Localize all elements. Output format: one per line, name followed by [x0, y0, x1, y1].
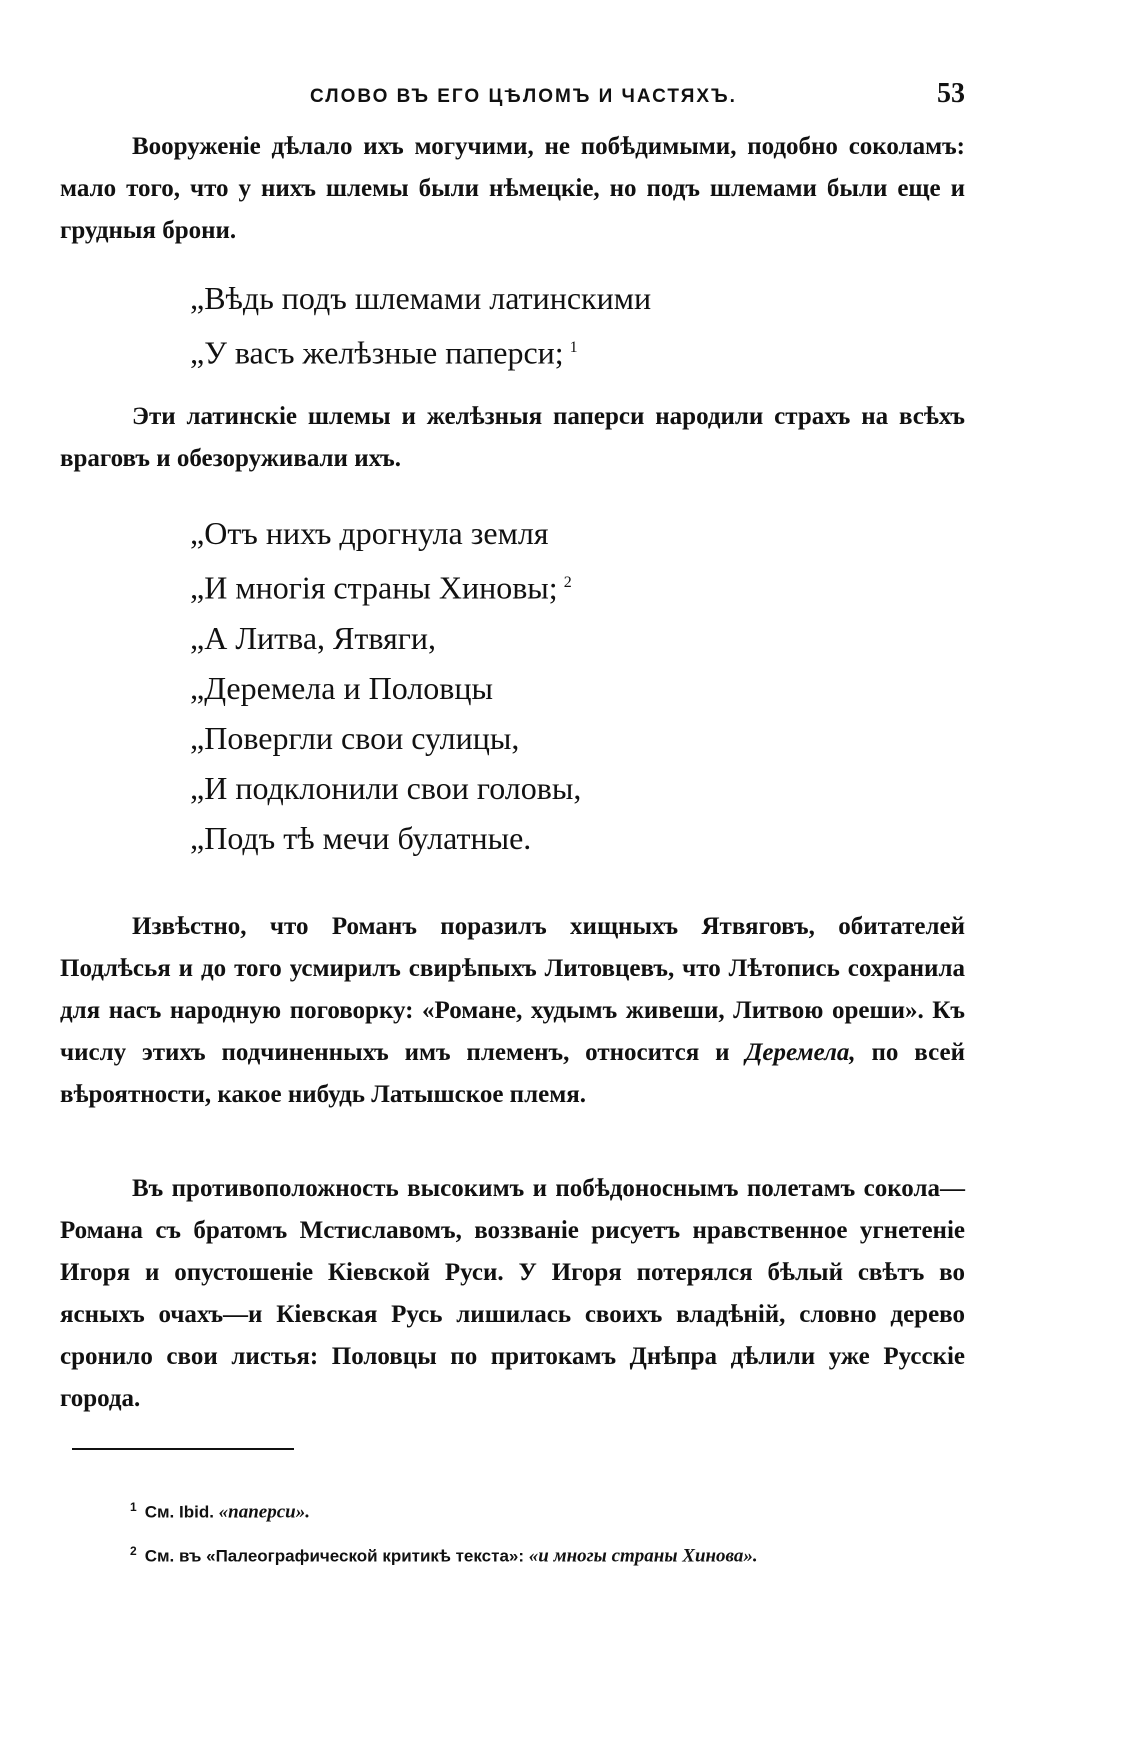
paragraph-roman — [60, 906, 965, 1116]
verse-helmets — [190, 273, 890, 378]
verse-line: „А Литва, Ятвяги, — [190, 619, 436, 656]
page-number: 53 — [937, 78, 965, 109]
footnotes — [130, 1488, 980, 1575]
footnote-1 — [130, 1488, 980, 1532]
verse-line: „Отъ нихъ дрогнула земля — [190, 515, 549, 551]
verse-line-text: „У васъ желѣзные паперси; — [190, 334, 564, 371]
footnote-italic: «паперси». — [218, 1501, 310, 1523]
footnote-text: См. Ibid. — [144, 1502, 219, 1522]
footnote-italic: «и многы страны Хинова». — [528, 1545, 758, 1567]
paragraph-armor: Вооруженіе дѣлало ихъ могучими, не побѣдимыми, подобно соколамъ: мало того, что у нихъ шлемы были нѣмецкіе, но подъ шлемами были еще и грудныя брони. — [60, 133, 965, 244]
verse-line-text: „И многія страны Хиновы; — [190, 569, 558, 606]
footnote-divider — [72, 1448, 294, 1450]
footnote-2 — [130, 1532, 980, 1576]
verse-line: „Вѣдь подъ шлемами латинскими — [190, 280, 652, 316]
italic-term: Деремела, — [745, 1039, 856, 1066]
paragraph-igor: Въ противоположность высокимъ и побѣдоноснымъ полетамъ сокола—Романа съ братомъ Мстиславомъ, воззваніе рисуетъ нравственное угнетеніе Игоря и опустошеніе Кіевской Руси. У Игоря потерялся бѣлый свѣтъ во ясныхъ очахъ—и Кіевская Русь лишилась своихъ владѣній, словно дерево сронило свои листья: Половцы по притокамъ Днѣпра дѣлили уже Русскіе города. — [60, 1175, 965, 1412]
paragraph-roman-tail: по всей вѣроятности, какое нибудь Латышское племя. — [60, 1039, 965, 1108]
verse-line: „Подъ тѣ мечи булатные. — [190, 819, 532, 856]
verse-line: „И подклонили свои головы, — [190, 769, 582, 806]
verse-line: „Деремела и Половцы — [190, 669, 493, 706]
footnote-mark: 1 — [569, 339, 578, 356]
running-head: СЛОВО ВЪ ЕГО ЦѢЛОМЪ И ЧАСТЯХЪ. — [310, 86, 737, 107]
paragraph-roman-text: Извѣстно, что Романъ поразилъ хищныхъ Ятвяговъ, обитателей Подлѣсья и до того усмирилъ свирѣпыхъ Литовцевъ, что Лѣтопись сохранила для насъ народную поговорку: «Романе, худымъ живеши, Литвою ореши». Къ числу этихъ подчиненныхъ имъ племенъ, относится и — [60, 913, 965, 1066]
verse-earth-trembled — [190, 508, 890, 863]
page-header — [60, 78, 965, 118]
verse-line-with-mark — [190, 323, 890, 378]
footnote-number: 2 — [130, 1543, 137, 1558]
footnote-text: См. въ «Палеографической критикѣ текста»: — [144, 1546, 529, 1566]
verse-line-with-mark — [190, 558, 890, 613]
footnote-mark: 2 — [563, 574, 572, 591]
verse-line: „Повергли свои сулицы, — [190, 719, 520, 756]
paragraph-latin-helmets: Эти латинскіе шлемы и желѣзныя паперси народили страхъ на всѣхъ враговъ и обезоруживали ихъ. — [60, 403, 965, 472]
footnote-number: 1 — [130, 1500, 137, 1514]
